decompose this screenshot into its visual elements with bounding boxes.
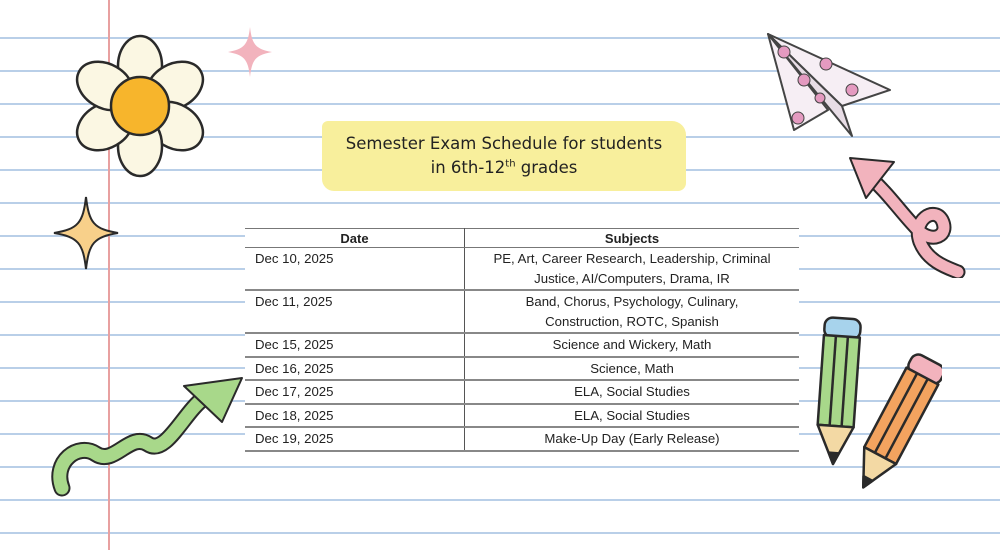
subjects-line: PE, Art, Career Research, Leadership, Criminal xyxy=(493,251,771,266)
table-row xyxy=(245,290,799,333)
date-cell: Dec 15, 2025 xyxy=(245,333,465,357)
date-cell: Dec 16, 2025 xyxy=(245,357,465,381)
table-row xyxy=(245,404,799,428)
subjects-line: Construction, ROTC, Spanish xyxy=(545,313,719,329)
subjects-cell: ELA, Social Studies xyxy=(465,380,800,404)
title-line-2-text: in 6th-12 xyxy=(430,158,506,177)
title-line-2 xyxy=(431,158,578,177)
table-row xyxy=(245,427,799,451)
table-row xyxy=(245,248,799,291)
title-superscript: th xyxy=(505,158,516,170)
date-cell: Dec 18, 2025 xyxy=(245,404,465,428)
date-cell: Dec 10, 2025 xyxy=(245,248,465,291)
subjects-cell xyxy=(465,290,800,333)
paper-plane-icon xyxy=(764,30,894,142)
subjects-line: Band, Chorus, Psychology, Culinary, xyxy=(525,294,739,309)
subjects-cell: Make-Up Day (Early Release) xyxy=(465,427,800,451)
table-header-row xyxy=(245,229,799,248)
column-header-date: Date xyxy=(245,229,465,248)
curly-arrow-icon xyxy=(44,372,248,500)
flower-icon xyxy=(68,34,212,184)
title-line-2-suffix: grades xyxy=(515,158,578,177)
date-cell: Dec 11, 2025 xyxy=(245,290,465,333)
column-header-subjects: Subjects xyxy=(465,229,800,248)
subjects-cell xyxy=(465,248,800,291)
exam-schedule-table xyxy=(245,228,799,452)
subjects-cell: Science and Wickery, Math xyxy=(465,333,800,357)
table-row xyxy=(245,357,799,381)
subjects-cell: Science, Math xyxy=(465,357,800,381)
date-cell: Dec 17, 2025 xyxy=(245,380,465,404)
subjects-line: Justice, AI/Computers, Drama, IR xyxy=(534,270,730,286)
table-row xyxy=(245,380,799,404)
sparkle-icon xyxy=(52,195,120,271)
title-line-1: Semester Exam Schedule for students xyxy=(345,134,663,153)
table-row xyxy=(245,333,799,357)
sparkle-icon xyxy=(226,25,274,79)
pencil-icon xyxy=(798,312,942,498)
subjects-cell: ELA, Social Studies xyxy=(465,404,800,428)
date-cell: Dec 19, 2025 xyxy=(245,427,465,451)
curly-arrow-icon xyxy=(846,150,970,278)
page-title xyxy=(322,121,686,191)
